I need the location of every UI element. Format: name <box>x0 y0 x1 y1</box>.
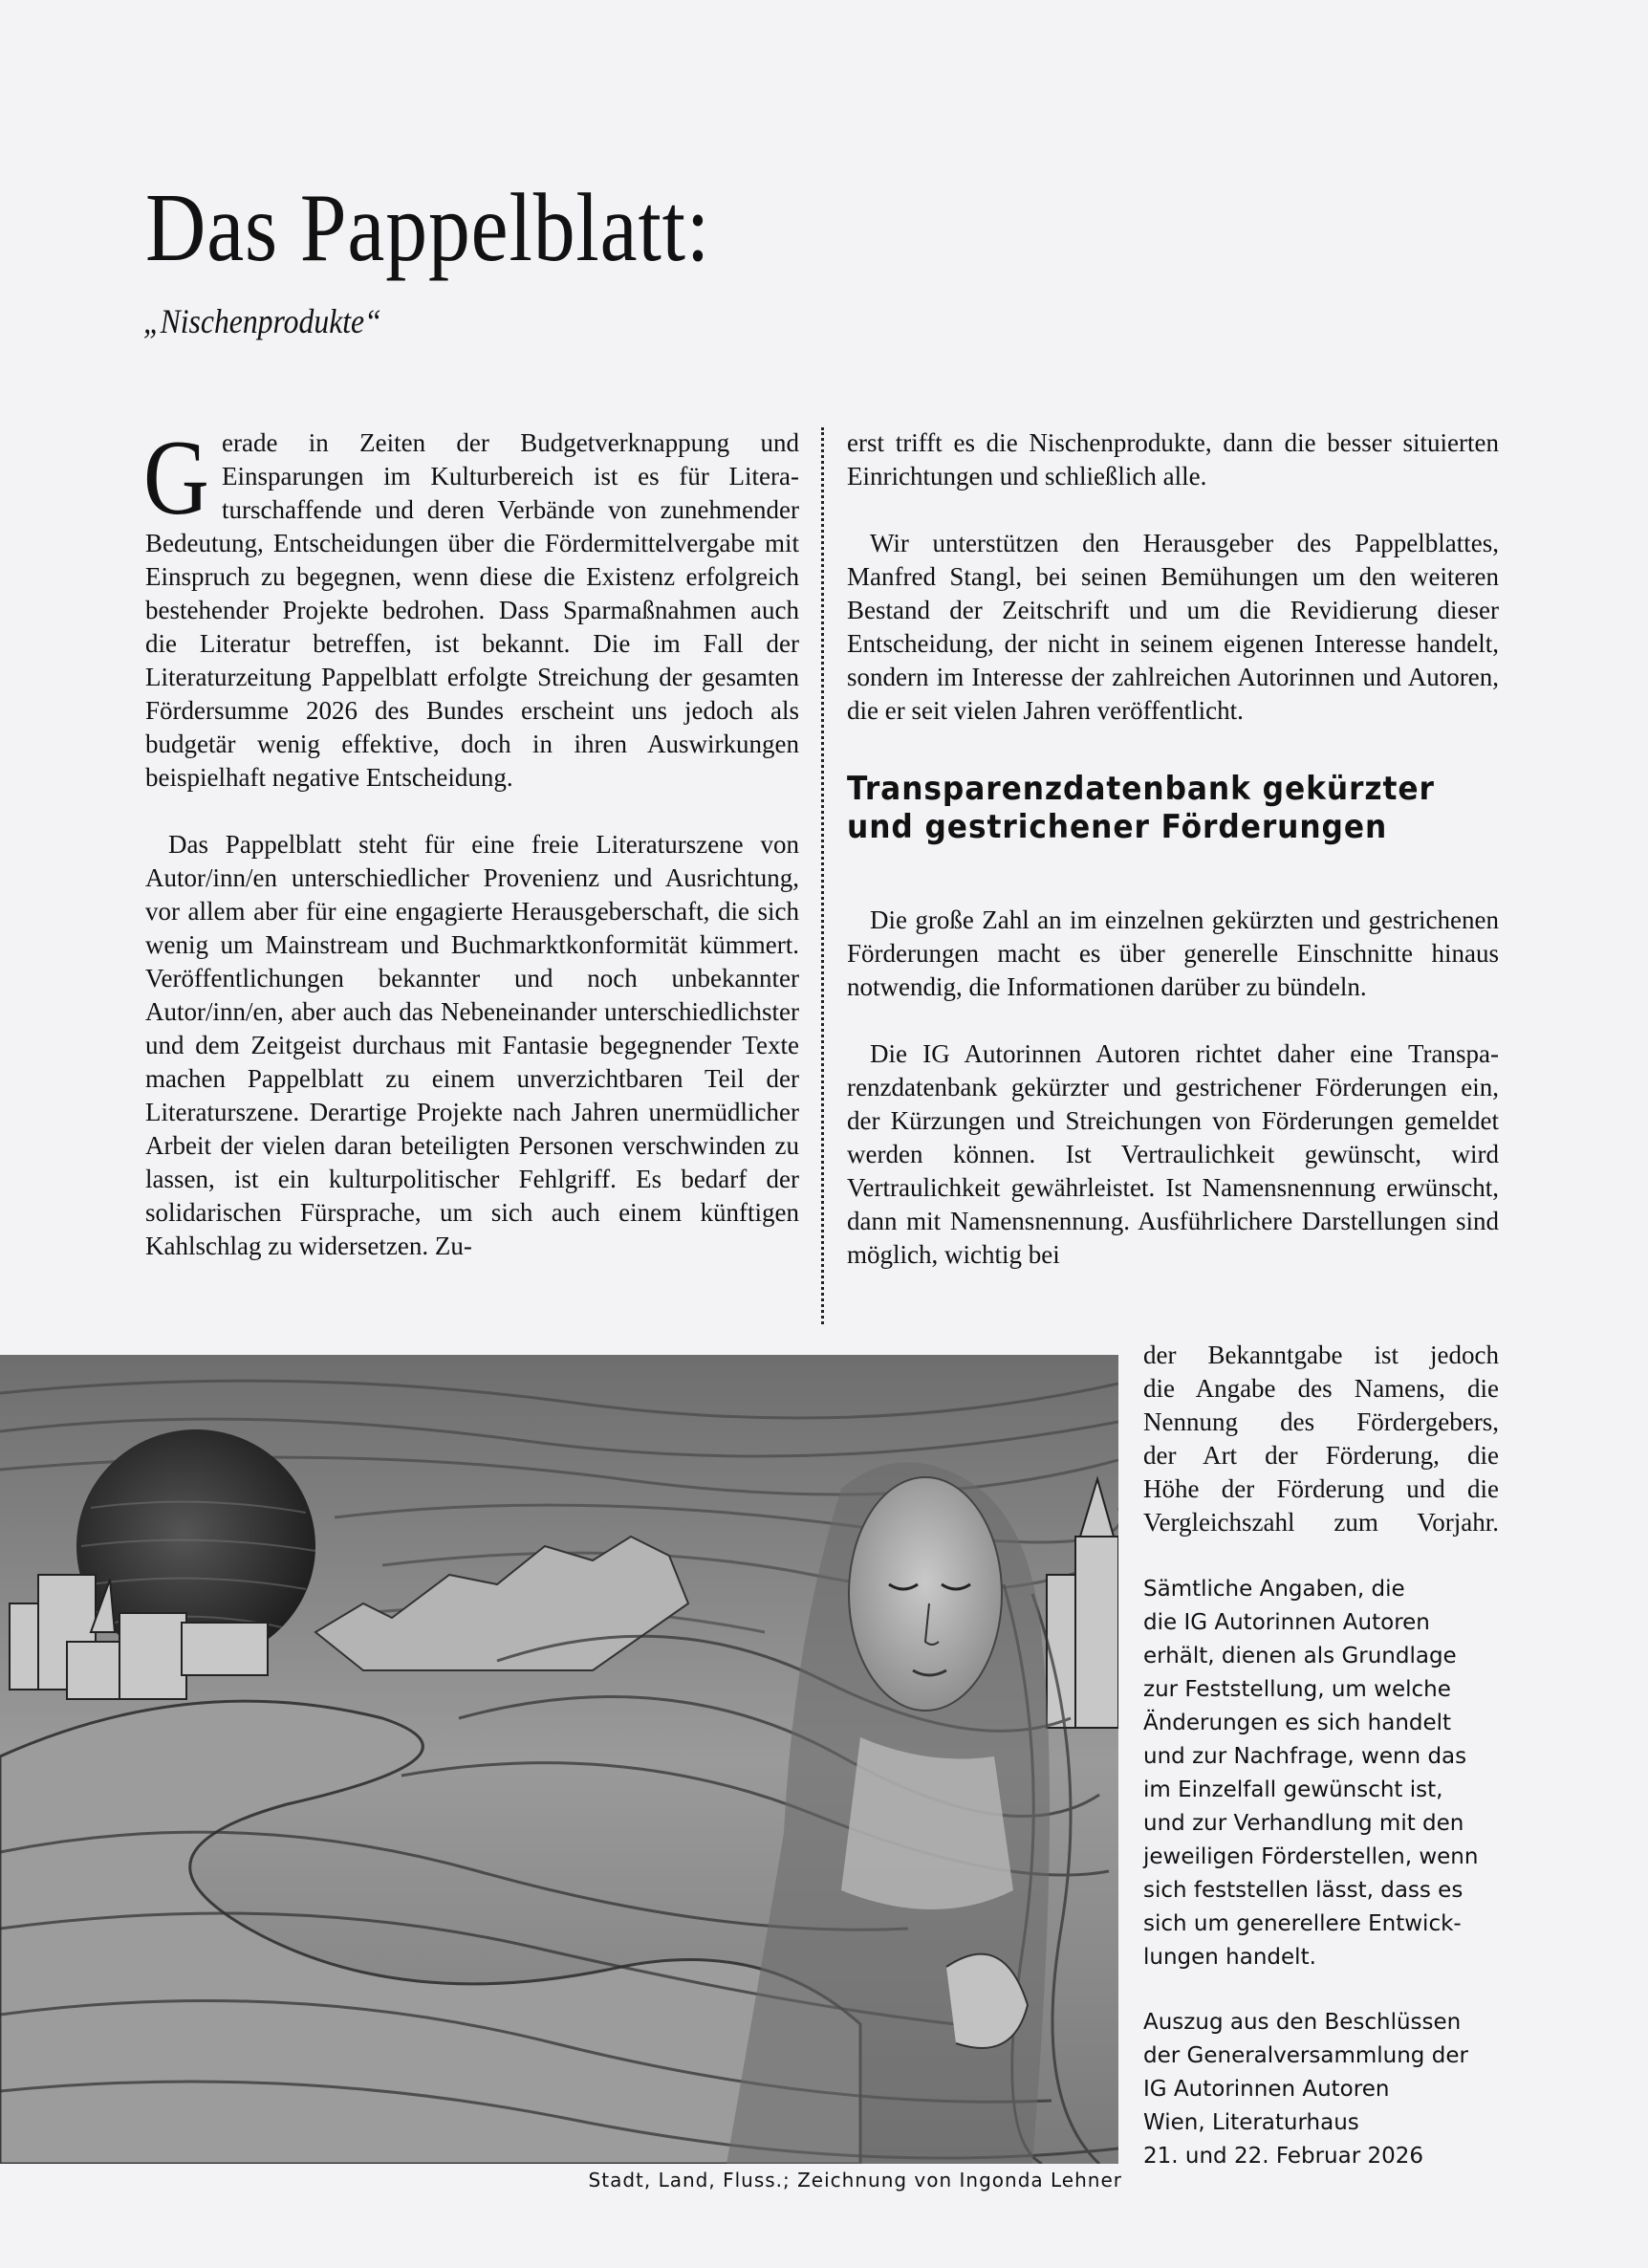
wrapped-line: Nennung des Fördergebers, <box>1143 1407 1499 1436</box>
sidebar-line: lungen handelt. <box>1143 1945 1316 1970</box>
paragraph-large-number: Die große Zahl an im einzelnen gekürzten und gestrichenen Förderungen macht es über generelle Einschnitte hinaus notwendig, die Informationen darüber zu bündeln. <box>847 905 1499 1001</box>
section-heading-line: und gestrichener Förderungen <box>847 808 1388 846</box>
paragraph-support: Wir unterstützen den Herausgeber des Pappelblattes, Manfred Stangl, bei seinen Bemühungen um den weiteren Bestand der Zeitschrift und um die Revidierung dieser Entscheidung, der nicht in seinem eigenen Interesse handelt, sondern im Interesse der zahlreichen Autorinnen und Autoren, die er seit vielen Jahren veröffentlicht. <box>847 529 1499 725</box>
sidebar-line: jeweiligen Förderstellen, wenn <box>1143 1844 1479 1869</box>
right-column <box>847 426 1499 1272</box>
source-line: Wien, Literaturhaus <box>1143 2110 1359 2135</box>
source-line: der Generalversammlung der <box>1143 2043 1468 2068</box>
intro-text: erade in Zeiten der Budgetverknappung und Einsparungen im Kulturbereich ist es für Literaturschaffende und deren Verbände von zunehmender Bedeutung, Entscheidungen über die Fördermittelvergabe mit Einspruch zu begegnen, wenn diese die Existenz erfolgreich bestehender Projekte bedrohen. Dass Sparmaßnahmen auch die Literatur betreffen, ist bekannt. Die im Fall der Literaturzeitung Pappelblatt erfolgte Streichung der gesamten Fördersumme 2026 des Bundes erscheint uns jedoch als budgetär wenig effektive, doch in ihren Auswirkungen beispielhaft negative Entscheidung. <box>145 428 799 792</box>
sidebar-line: im Einzelfall gewünscht ist, <box>1143 1777 1443 1802</box>
wrapped-text <box>1143 1339 1499 1539</box>
source-line: Auszug aus den Beschlüssen <box>1143 2010 1462 2035</box>
illustration <box>0 1355 1118 2164</box>
article-subtitle: „Nischenprodukte“ <box>143 302 381 340</box>
section-heading <box>847 770 1446 846</box>
column-divider <box>821 427 824 1324</box>
source-line: IG Autorinnen Autoren <box>1143 2077 1390 2102</box>
wrapped-line: Vergleichszahl zum Vorjahr. <box>1143 1508 1499 1537</box>
sidebar-line: und zur Nachfrage, wenn das <box>1143 1744 1467 1769</box>
sidebar-line: sich um generellere Entwick- <box>1143 1911 1462 1936</box>
paragraph-database: Die IG Autorinnen Autoren richtet daher eine Transparenzdatenbank gekürzter und gestrichener Förderungen ein, der Kürzungen und Streichungen von Förderungen gemeldet werden können. Ist Vertraulichkeit gewünscht, wird Vertraulichkeit gewährleistet. Ist Namensnennung erwünscht, dann mit Namensnennung. Ausführlichere Darstellungen sind möglich, wichtig bei <box>847 1039 1499 1269</box>
sidebar-line: sich feststellen lässt, dass es <box>1143 1878 1464 1903</box>
sidebar-line: zur Feststellung, um welche <box>1143 1677 1451 1702</box>
wrapped-line: die Angabe des Namens, die <box>1143 1374 1499 1403</box>
sidebar-line: und zur Verhandlung mit den <box>1143 1811 1464 1836</box>
left-column <box>143 419 799 1263</box>
wrapped-line: der Bekanntgabe ist jedoch <box>1143 1341 1499 1369</box>
wrapped-line: der Art der Förderung, die <box>1143 1441 1499 1470</box>
wrapped-line: Höhe der Förderung und die <box>1143 1474 1499 1503</box>
source-line: 21. und 22. Februar 2026 <box>1143 2144 1423 2169</box>
sidebar-note <box>1143 1573 1499 1974</box>
sidebar-line: erhält, dienen als Grundlage <box>1143 1644 1457 1668</box>
sidebar-line: die IG Autorinnen Autoren <box>1143 1610 1430 1635</box>
illustration-caption: Stadt, Land, Fluss.; Zeichnung von Ingonda Lehner <box>588 2169 1122 2192</box>
drop-cap: G <box>143 419 209 537</box>
paragraph-pappelblatt: Das Pappelblatt steht für eine freie Literaturszene von Autor/inn/en unterschiedlicher Provenienz und Ausrichtung, vor allem aber für eine engagierte Herausgeberschaft, die sich wenig um Mainstream und Buchmarktkonformität kümmert. Veröffentlichungen bekannter und noch unbekannter Autor/inn/en, aber auch das Nebeneinander unterschiedlichster und dem Zeitgeist durchaus mit Fantasie begegnender Texte machen Pappelblatt zu einem unverzichtbaren Teil der Literaturszene. Derartige Projekte nach Jahren unermüdlicher Arbeit der vielen daran beteiligten Personen verschwinden zu lassen, ist ein kulturpolitischer Fehlgriff. Es bedarf der solidarischen Fürsprache, um sich auch einem künftigen Kahlschlag zu widersetzen. Zu- <box>145 830 799 1260</box>
source-note <box>1143 2006 1499 2173</box>
intro-paragraph <box>143 419 799 795</box>
drawing-svg <box>0 1355 1118 2164</box>
sidebar-line: Sämtliche Angaben, die <box>1143 1577 1405 1602</box>
article-title: Das Pappelblatt: <box>145 174 711 282</box>
paragraph-continued: erst trifft es die Nischenprodukte, dann die besser situierten Einrichtungen und schließlich alle. <box>847 428 1499 491</box>
section-heading-line: Transparenzdatenbank gekürzter <box>847 770 1435 808</box>
sidebar-line: Änderungen es sich handelt <box>1143 1711 1452 1735</box>
